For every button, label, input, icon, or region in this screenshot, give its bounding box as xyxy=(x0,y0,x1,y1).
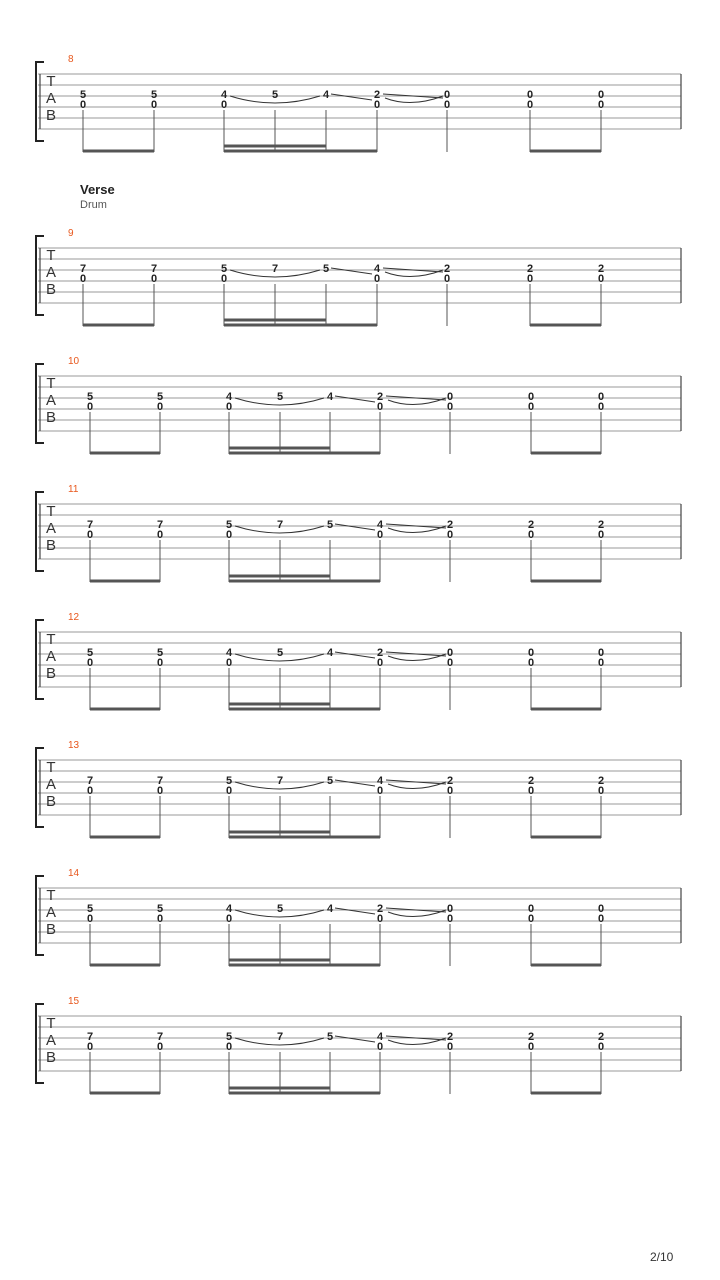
tab-clef-letter: B xyxy=(45,281,57,298)
fret-number: 0 xyxy=(446,657,454,669)
fret-number: 0 xyxy=(373,99,381,111)
measure-number: 14 xyxy=(68,868,80,879)
tab-clef-letter: T xyxy=(46,887,56,904)
fret-number: 5 xyxy=(225,775,233,787)
fret-number: 2 xyxy=(446,1031,454,1043)
fret-number: 0 xyxy=(597,89,605,101)
fret-number: 0 xyxy=(443,89,451,101)
section-title: Verse xyxy=(80,182,115,197)
fret-number: 0 xyxy=(446,529,454,541)
fret-number: 0 xyxy=(597,391,605,403)
fret-number: 0 xyxy=(225,913,233,925)
fret-number: 0 xyxy=(597,785,605,797)
fret-number: 0 xyxy=(156,913,164,925)
fret-number: 4 xyxy=(373,263,381,275)
fret-number: 2 xyxy=(527,775,535,787)
fret-number: 2 xyxy=(526,263,534,275)
fret-number: 0 xyxy=(376,785,384,797)
tab-clef-letter: T xyxy=(46,631,56,648)
slide xyxy=(335,652,375,658)
section-instrument: Drum xyxy=(80,199,107,211)
fret-number: 0 xyxy=(225,401,233,413)
fret-number: 0 xyxy=(597,401,605,413)
fret-number: 0 xyxy=(225,1041,233,1053)
fret-number: 4 xyxy=(326,391,334,403)
measure-number: 11 xyxy=(68,484,79,495)
fret-number: 2 xyxy=(446,519,454,531)
slide xyxy=(335,780,375,786)
fret-number: 4 xyxy=(225,647,233,659)
fret-number: 0 xyxy=(446,391,454,403)
fret-number: 5 xyxy=(326,1031,334,1043)
slide xyxy=(331,94,372,100)
fret-number: 7 xyxy=(86,1031,94,1043)
fret-number: 0 xyxy=(597,657,605,669)
fret-number: 0 xyxy=(443,99,451,111)
fret-number: 4 xyxy=(326,647,334,659)
fret-number: 2 xyxy=(527,519,535,531)
fret-number: 5 xyxy=(86,647,94,659)
fret-number: 0 xyxy=(220,273,228,285)
fret-number: 0 xyxy=(156,529,164,541)
fret-number: 7 xyxy=(79,263,87,275)
fret-number: 7 xyxy=(86,775,94,787)
measure-number: 10 xyxy=(68,356,80,367)
fret-number: 5 xyxy=(156,391,164,403)
fret-number: 0 xyxy=(597,273,605,285)
fret-number: 4 xyxy=(326,903,334,915)
fret-number: 0 xyxy=(527,913,535,925)
fret-number: 5 xyxy=(86,391,94,403)
fret-number: 0 xyxy=(156,401,164,413)
fret-number: 0 xyxy=(597,913,605,925)
fret-number: 0 xyxy=(373,273,381,285)
tab-clef-letter: T xyxy=(46,1015,56,1032)
fret-number: 0 xyxy=(86,657,94,669)
fret-number: 5 xyxy=(326,775,334,787)
slide xyxy=(335,908,375,914)
slide xyxy=(335,1036,375,1042)
tab-clef-letter: T xyxy=(46,247,56,264)
fret-number: 0 xyxy=(376,657,384,669)
fret-number: 2 xyxy=(376,391,384,403)
fret-number: 0 xyxy=(150,273,158,285)
fret-number: 7 xyxy=(276,1031,284,1043)
fret-number: 0 xyxy=(597,1041,605,1053)
fret-number: 5 xyxy=(225,519,233,531)
fret-number: 0 xyxy=(527,785,535,797)
fret-number: 0 xyxy=(527,391,535,403)
fret-number: 0 xyxy=(225,529,233,541)
tab-clef-letter: B xyxy=(45,409,57,426)
tab-clef-letter: A xyxy=(45,648,57,665)
fret-number: 5 xyxy=(150,89,158,101)
fret-number: 2 xyxy=(376,647,384,659)
fret-number: 2 xyxy=(527,1031,535,1043)
fret-number: 0 xyxy=(150,99,158,111)
fret-number: 0 xyxy=(225,785,233,797)
tab-clef-letter: A xyxy=(45,90,57,107)
fret-number: 0 xyxy=(446,903,454,915)
tab-clef-letter: T xyxy=(46,375,56,392)
fret-number: 5 xyxy=(271,89,279,101)
fret-number: 7 xyxy=(276,775,284,787)
fret-number: 0 xyxy=(597,529,605,541)
fret-number: 0 xyxy=(597,647,605,659)
tab-clef-letter: T xyxy=(46,759,56,776)
fret-number: 0 xyxy=(527,401,535,413)
fret-number: 0 xyxy=(376,401,384,413)
fret-number: 2 xyxy=(376,903,384,915)
fret-number: 2 xyxy=(597,775,605,787)
fret-number: 0 xyxy=(527,657,535,669)
fret-number: 2 xyxy=(597,1031,605,1043)
fret-number: 7 xyxy=(150,263,158,275)
fret-number: 0 xyxy=(79,273,87,285)
fret-number: 0 xyxy=(220,99,228,111)
fret-number: 0 xyxy=(527,647,535,659)
fret-number: 0 xyxy=(446,647,454,659)
fret-number: 5 xyxy=(156,903,164,915)
fret-number: 0 xyxy=(225,657,233,669)
measure-number: 8 xyxy=(68,54,74,65)
tab-clef-letter: A xyxy=(45,520,57,537)
fret-number: 4 xyxy=(322,89,330,101)
measure-number: 9 xyxy=(68,228,74,239)
fret-number: 5 xyxy=(276,391,284,403)
fret-number: 0 xyxy=(156,657,164,669)
tab-clef-letter: B xyxy=(45,665,57,682)
fret-number: 7 xyxy=(86,519,94,531)
fret-number: 5 xyxy=(326,519,334,531)
fret-number: 5 xyxy=(79,89,87,101)
fret-number: 0 xyxy=(526,89,534,101)
fret-number: 0 xyxy=(526,99,534,111)
tab-clef-letter: T xyxy=(46,73,56,90)
fret-number: 0 xyxy=(597,903,605,915)
fret-number: 4 xyxy=(225,903,233,915)
fret-number: 4 xyxy=(376,1031,384,1043)
fret-number: 4 xyxy=(376,519,384,531)
tab-clef-letter: A xyxy=(45,392,57,409)
fret-number: 0 xyxy=(376,913,384,925)
tab-clef-letter: A xyxy=(45,904,57,921)
slide xyxy=(335,524,375,530)
tab-clef-letter: A xyxy=(45,264,57,281)
slide xyxy=(331,268,372,274)
fret-number: 0 xyxy=(156,1041,164,1053)
fret-number: 7 xyxy=(276,519,284,531)
tab-clef-letter: B xyxy=(45,1049,57,1066)
fret-number: 0 xyxy=(527,903,535,915)
fret-number: 0 xyxy=(86,913,94,925)
fret-number: 5 xyxy=(225,1031,233,1043)
fret-number: 0 xyxy=(79,99,87,111)
fret-number: 0 xyxy=(446,785,454,797)
tab-clef-letter: B xyxy=(45,537,57,554)
tab-clef-letter: B xyxy=(45,107,57,124)
tab-clef-letter: B xyxy=(45,921,57,938)
tab-clef-letter: B xyxy=(45,793,57,810)
fret-number: 5 xyxy=(276,903,284,915)
fret-number: 0 xyxy=(86,529,94,541)
slide xyxy=(335,396,375,402)
fret-number: 5 xyxy=(276,647,284,659)
measure-number: 12 xyxy=(68,612,80,623)
fret-number: 5 xyxy=(86,903,94,915)
fret-number: 0 xyxy=(526,273,534,285)
fret-number: 0 xyxy=(527,1041,535,1053)
fret-number: 7 xyxy=(271,263,279,275)
fret-number: 2 xyxy=(597,519,605,531)
fret-number: 0 xyxy=(597,99,605,111)
fret-number: 0 xyxy=(446,913,454,925)
fret-number: 7 xyxy=(156,519,164,531)
fret-number: 5 xyxy=(220,263,228,275)
fret-number: 0 xyxy=(443,273,451,285)
fret-number: 4 xyxy=(225,391,233,403)
fret-number: 2 xyxy=(373,89,381,101)
fret-number: 0 xyxy=(86,1041,94,1053)
fret-number: 0 xyxy=(376,529,384,541)
fret-number: 4 xyxy=(220,89,228,101)
fret-number: 7 xyxy=(156,775,164,787)
measure-number: 15 xyxy=(68,996,80,1007)
fret-number: 5 xyxy=(156,647,164,659)
tab-clef-letter: A xyxy=(45,1032,57,1049)
fret-number: 2 xyxy=(597,263,605,275)
fret-number: 0 xyxy=(86,401,94,413)
fret-number: 4 xyxy=(376,775,384,787)
fret-number: 0 xyxy=(376,1041,384,1053)
fret-number: 0 xyxy=(527,529,535,541)
fret-number: 0 xyxy=(446,401,454,413)
fret-number: 0 xyxy=(156,785,164,797)
fret-number: 0 xyxy=(446,1041,454,1053)
measure-number: 13 xyxy=(68,740,80,751)
fret-number: 5 xyxy=(322,263,330,275)
fret-number: 2 xyxy=(443,263,451,275)
fret-number: 0 xyxy=(86,785,94,797)
page-number: 2/10 xyxy=(650,1250,674,1264)
fret-number: 7 xyxy=(156,1031,164,1043)
fret-number: 2 xyxy=(446,775,454,787)
tab-clef-letter: T xyxy=(46,503,56,520)
tab-clef-letter: A xyxy=(45,776,57,793)
